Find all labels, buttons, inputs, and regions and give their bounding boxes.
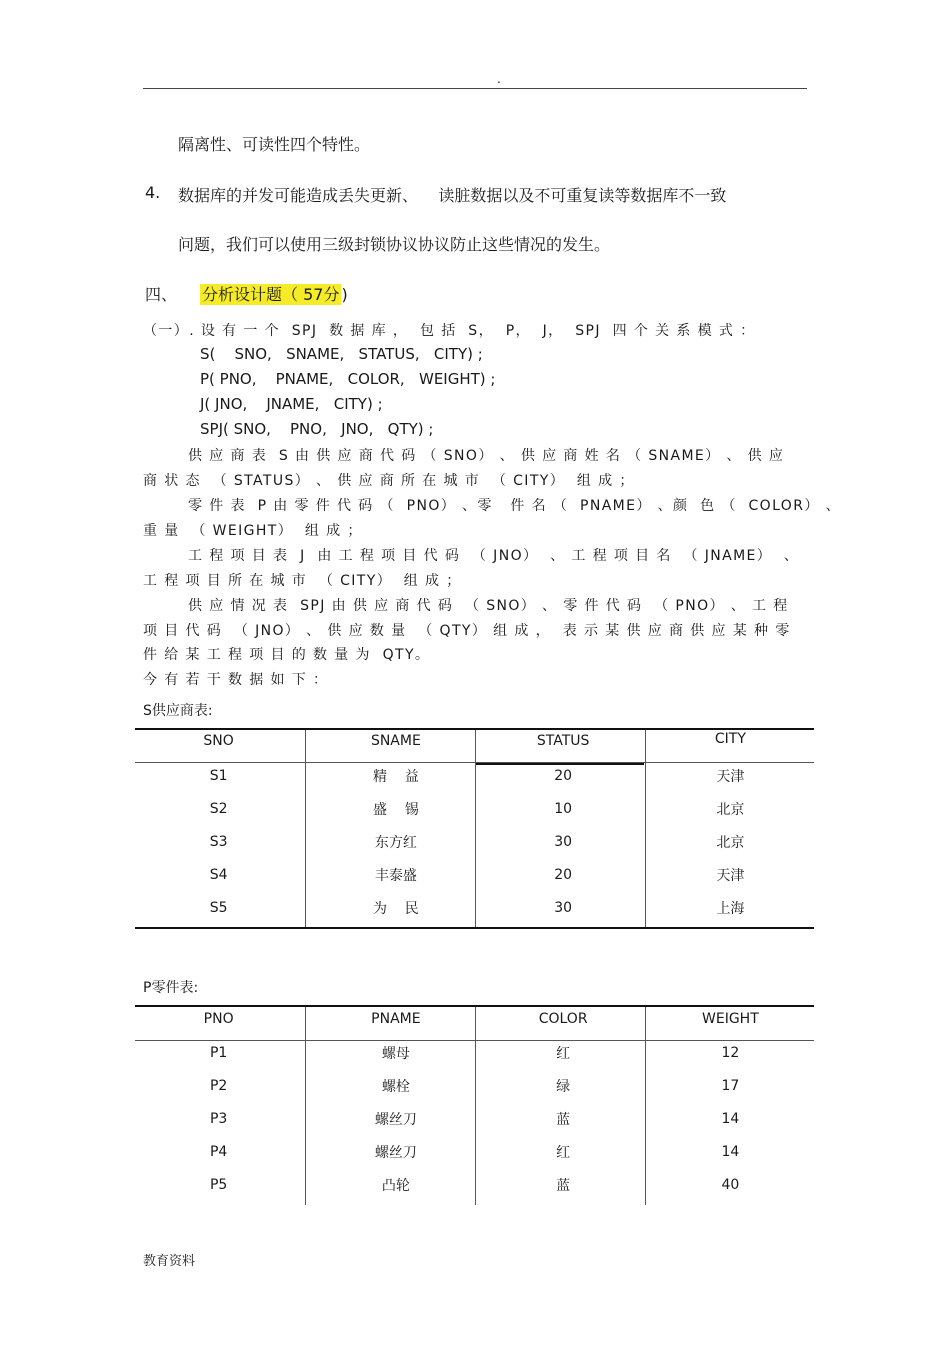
p-cell-pname: 凸轮 [381,1177,410,1194]
text-line-2: 数据库的并发可能造成丢失更新、 读脏数据以及不可重复读等数据库不一致 [178,186,727,205]
table-row [135,1135,814,1168]
p-cell-color: 红 [556,1045,571,1062]
p-cell-pname: 螺丝刀 [374,1144,417,1161]
text-line-1: 隔离性、可读性四个特性。 [178,135,371,154]
s-cell-status: 10 [554,800,573,817]
p-cell-pname: 螺丝刀 [374,1111,417,1128]
s-cell-city: 北京 [716,801,745,818]
desc-p-line-1: 零 件 表 P 由 零 件 代 码 （ PNO） 、零 件 名 （ PNAME） 、颜 色 （ COLOR） 、 [188,498,841,514]
p-table-header-row [135,1002,814,1036]
p-cell-weight: 40 [721,1176,740,1193]
p-cell-color: 蓝 [556,1111,571,1128]
header-rule [143,88,807,89]
p-col-header-pno: PNO [203,1011,234,1027]
table-row [135,825,814,858]
table-row [135,1168,814,1201]
table-row [135,1102,814,1135]
p-cell-pno: P3 [209,1110,228,1127]
s-cell-status: 20 [554,866,573,883]
page-footer: 教育资料 [143,1254,196,1269]
s-cell-city: 北京 [716,834,745,851]
p-col-header-pname: PNAME [371,1011,421,1027]
s-table-body [135,759,814,924]
p-col-header-weight: WEIGHT [702,1011,759,1027]
p-table-body [135,1036,814,1201]
s-cell-city: 天津 [716,768,745,785]
s-cell-sname: 丰泰盛 [374,867,417,884]
s-cell-city: 天津 [716,867,745,884]
section-title-highlight: 分析设计题（ 57分 [202,285,340,304]
s-cell-sno: S2 [209,800,228,817]
p-cell-color: 绿 [556,1078,571,1095]
p-cell-color: 蓝 [556,1177,571,1194]
s-table-bottom-rule [135,927,814,929]
p-cell-weight: 14 [721,1110,740,1127]
s-cell-sname: 精 益 [372,768,419,785]
s-cell-status: 20 [554,767,573,784]
desc-spj-line-3: 件 给 某 工 程 项 目 的 数 量 为 QTY。 [143,647,431,663]
p-cell-color: 红 [556,1144,571,1161]
p-cell-pno: P4 [209,1143,228,1160]
schema-s: S( SNO, SNAME, STATUS, CITY) ; [200,345,483,363]
desc-s-line-1: 供 应 商 表 S 由 供 应 商 代 码 （ SNO） 、 供 应 商 姓 名 （ SNAME） 、 供 应 [188,448,785,464]
schema-j: J( JNO, JNAME, CITY) ; [200,395,383,413]
desc-s-line-2: 商 状 态 （ STATUS） 、 供 应 商 所 在 城 市 （ CITY） 组 成 ； [143,473,635,489]
s-table-caption: S供应商表: [143,703,213,719]
desc-j-line-1: 工 程 项 目 表 J 由 工 程 项 目 代 码 （ JNO） 、 工 程 项 目 名 （ JNAME） 、 [188,548,800,564]
p-cell-weight: 17 [721,1077,740,1094]
p-cell-pno: P1 [209,1044,228,1061]
p-cell-weight: 14 [721,1143,740,1160]
table-row [135,1036,814,1069]
desc-j-line-2: 工 程 项 目 所 在 城 市 （ CITY） 组 成 ； [143,573,462,589]
p-cell-pno: P2 [209,1077,228,1094]
section-number: 四、 [145,285,178,304]
s-cell-sname: 东方红 [374,834,417,851]
s-col-header-sname: SNAME [370,733,421,749]
header-dot: . [497,72,501,86]
p-cell-pname: 螺栓 [381,1078,410,1095]
s-col-header-sno: SNO [203,733,234,749]
p-cell-weight: 12 [721,1044,740,1061]
s-col-header-status: STATUS [536,733,590,749]
schema-spj: SPJ( SNO, PNO, JNO, QTY) ; [200,420,434,438]
desc-p-line-2: 重 量 （ WEIGHT） 组 成 ； [143,523,363,539]
list-number-4: 4. [145,183,161,202]
s-cell-sno: S5 [209,899,228,916]
s-cell-sno: S1 [209,767,228,784]
s-cell-sname: 为 民 [372,900,419,917]
p-cell-pname: 螺母 [381,1045,410,1062]
s-cell-city: 上海 [716,900,745,917]
s-cell-sno: S3 [209,833,228,850]
table-row [135,1069,814,1102]
table-row [135,759,814,792]
s-cell-status: 30 [554,833,573,850]
s-col-header-city: CITY [714,731,746,747]
desc-spj-line-1: 供 应 情 况 表 SPJ 由 供 应 商 代 码 （ SNO） 、 零 件 代 码 （ PNO） 、 工 程 [188,598,789,614]
table-row [135,792,814,825]
table-row [135,891,814,924]
s-cell-sno: S4 [209,866,228,883]
p-table-caption: P零件表: [143,980,199,996]
section-title [200,282,348,305]
text-line-3: 问题，我们可以使用三级封锁协议协议防止这些情况的发生。 [178,235,611,254]
desc-spj-line-2: 项 目 代 码 （ JNO） 、 供 应 数 量 （ QTY） 组 成 ， 表 示 某 供 应 商 供 应 某 种 零 [143,623,791,639]
table-row [135,858,814,891]
question-intro: （一）. 设 有 一 个 SPJ 数 据 库 ， 包 括 S， P， J， SPJ 四 个 关 系 模 式 ： [143,323,756,339]
p-cell-pno: P5 [209,1176,228,1193]
section-title-close: ) [341,285,348,304]
s-cell-sname: 盛 锡 [372,801,419,818]
p-col-header-color: COLOR [538,1011,588,1027]
schema-p: P( PNO, PNAME, COLOR, WEIGHT) ; [200,370,496,388]
s-table-header-row [135,724,814,758]
data-intro: 今 有 若 干 数 据 如 下 ： [143,672,329,688]
s-cell-status: 30 [554,899,573,916]
